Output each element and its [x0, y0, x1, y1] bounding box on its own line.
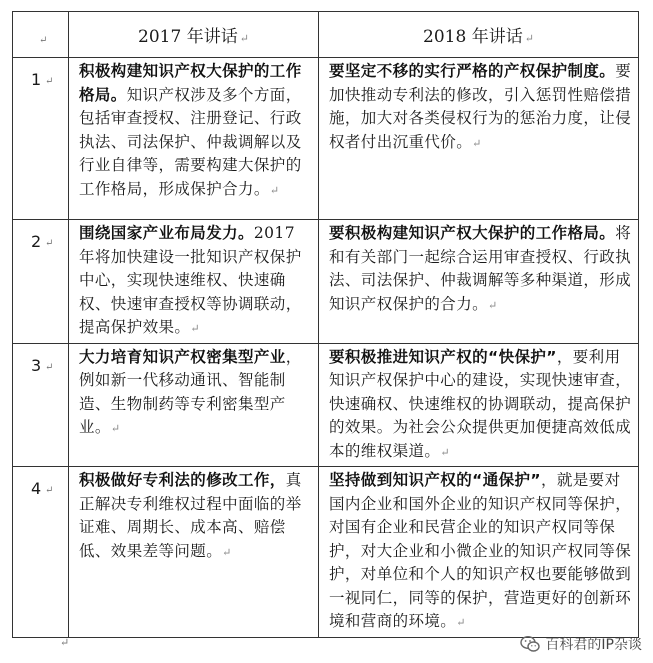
cell-2017-heading: 积极做好专利法的修改工作，	[79, 471, 286, 489]
watermark	[520, 634, 642, 654]
cell-2018-heading: 坚持做到知识产权的“通保护”	[329, 471, 541, 489]
paragraph-mark: ↵	[222, 545, 232, 559]
cell-2018-heading: 要积极构建知识产权大保护的工作格局。	[329, 224, 616, 242]
paragraph-mark: ↵	[440, 445, 450, 459]
cell-2018-body: 要加快推动专利法的修改，引入惩罚性赔偿措施，加大对各类侵权行为的惩治力度，让侵权者付出沉重代价。	[329, 62, 632, 151]
row-number: 3	[31, 355, 42, 375]
table-row	[13, 343, 639, 467]
paragraph-mark: ↵	[45, 76, 54, 87]
table-row	[13, 220, 639, 344]
paragraph-mark: ↵	[456, 616, 466, 629]
paragraph-mark: ↵	[60, 636, 70, 649]
cell-2017-heading: 大力培育知识产权密集型产业	[79, 347, 286, 366]
row-number-cell	[13, 58, 69, 220]
comparison-table	[12, 11, 639, 638]
cell-2017	[69, 220, 319, 344]
table-row	[13, 467, 639, 638]
cell-2018	[319, 220, 639, 344]
cell-2018-body: ，就是要对国内企业和国外企业的知识产权同等保护，对国有企业和民营企业的知识产权同等保护，对大企业和小微企业的知识产权同等保护，对单位和个人的知识产权也要能够做到一视同仁，同等的保护，营造更好的创新环境和营商的环境。	[329, 471, 632, 630]
cell-2017-body: 知识产权涉及多个方面，包括审查授权、注册登记、行政执法、司法保护、仲裁调解以及行业自律等，需要构建大保护的工作格局，形成保护合力。	[79, 85, 302, 198]
cell-2018	[319, 343, 639, 467]
row-number-cell	[13, 343, 69, 467]
paragraph-mark: ↵	[472, 136, 482, 150]
cell-2018-body: ，要利用知识产权保护中心的建设，实现快速审查，快速确权、快速维权的协调联动，提高保护的效果。为社会公众提供更加便捷高效低成本的维权渠道。	[329, 347, 632, 460]
row-number: 4	[31, 479, 42, 498]
paragraph-mark: ↵	[39, 35, 48, 46]
paragraph-mark: ↵	[239, 32, 249, 45]
cell-2017-heading: 积极构建知识产权大保护的工作格局。	[79, 62, 302, 104]
paragraph-mark: ↵	[269, 183, 280, 197]
cell-2017	[69, 343, 319, 467]
cell-2018-heading: 要坚定不移的实行严格的产权保护制度。	[329, 62, 616, 80]
header-empty-cell	[13, 12, 69, 58]
cell-2017	[69, 467, 319, 638]
row-number: 1	[31, 70, 42, 89]
table-header-row	[13, 12, 639, 58]
paragraph-mark: ↵	[45, 361, 54, 373]
cell-2018	[319, 467, 639, 638]
paragraph-mark: ↵	[45, 238, 54, 249]
cell-2017-body: ，例如新一代移动通讯、智能制造、生物制药等专利密集型产业。	[79, 347, 302, 436]
cell-2018-heading: 要积极推进知识产权的“快保护”	[329, 347, 557, 366]
table-row	[13, 58, 639, 220]
cell-2017-heading: 围绕国家产业布局发力。	[79, 224, 254, 242]
row-number: 2	[31, 232, 42, 251]
paragraph-mark: ↵	[190, 322, 200, 335]
row-number-cell	[13, 467, 69, 638]
watermark-text: 百科君的IP杂谈	[545, 637, 642, 653]
paragraph-mark: ↵	[488, 298, 498, 312]
header-2017-label: 2017 年讲话	[138, 27, 238, 47]
paragraph-mark: ↵	[524, 32, 534, 45]
header-2018	[319, 12, 639, 58]
header-2017	[69, 12, 319, 58]
row-number-cell	[13, 220, 69, 344]
cell-2017-body: 2017 年将加快建设一批知识产权保护中心，实现快速维权、快速确权、快速审查授权等协调联动，提高保护效果。	[79, 224, 302, 336]
cell-2017-body: 真正解决专利维权过程中面临的举证难、周期长、成本高、赔偿低、效果差等问题。	[79, 471, 302, 560]
cell-2018-body: 将和有关部门一起综合运用审查授权、行政执法、司法保护、仲裁调解等多种渠道，形成知识产权保护的合力。	[329, 224, 632, 313]
wechat-icon	[520, 635, 540, 653]
paragraph-mark: ↵	[110, 422, 121, 435]
header-2018-label: 2018 年讲话	[423, 27, 523, 47]
cell-2017	[69, 58, 319, 220]
cell-2018	[319, 58, 639, 220]
paragraph-mark: ↵	[45, 485, 54, 496]
